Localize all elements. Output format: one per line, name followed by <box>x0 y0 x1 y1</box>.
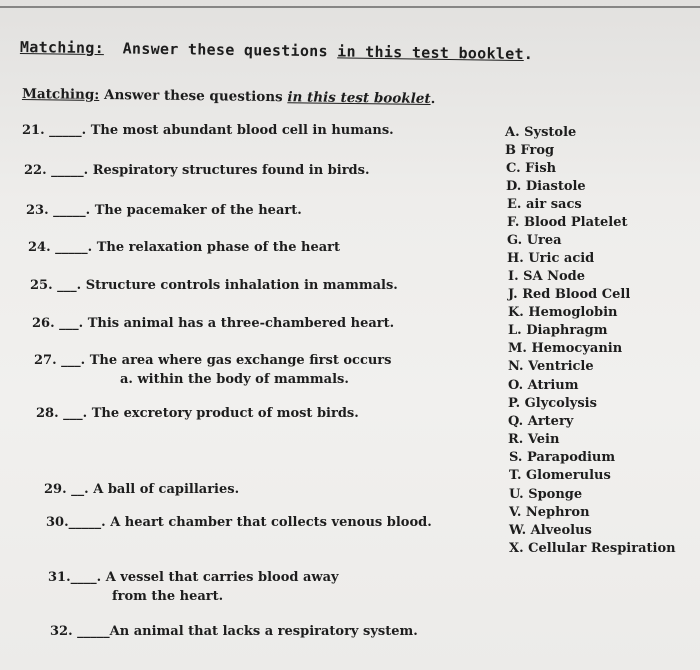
option-i: I. SA Node <box>508 269 586 284</box>
option-a: A. Systole <box>505 125 577 140</box>
answer-blank[interactable]: _____ <box>51 163 84 178</box>
question-number: 22. <box>24 163 47 178</box>
question-number: 26. <box>32 316 55 331</box>
option-j: J. Red Blood Cell <box>508 287 631 302</box>
question-text: The pacemaker of the heart. <box>94 203 302 218</box>
question-number: 25. <box>30 278 53 293</box>
matching-header-printed <box>22 86 436 107</box>
option-u: U. Sponge <box>509 487 583 502</box>
option-g: G. Urea <box>507 233 562 248</box>
answer-blank[interactable]: _____ <box>53 203 86 218</box>
question-number: 23. <box>26 203 49 218</box>
question-text: Structure controls inhalation in mammals. <box>85 278 398 293</box>
answer-blank[interactable]: ___ <box>59 316 79 331</box>
question-text: A ball of capillaries. <box>93 482 240 497</box>
question-text: A vessel that carries blood away <box>105 570 339 585</box>
question-26: 26. ___. This animal has a three-chambered heart. <box>32 316 395 331</box>
question-25: 25. ___. Structure controls inhalation in mammals. <box>30 278 398 293</box>
option-f: F. Blood Platelet <box>507 215 628 230</box>
option-v: V. Nephron <box>509 505 590 520</box>
question-number: 29. <box>44 482 67 497</box>
option-l: L. Diaphragm <box>508 323 608 338</box>
option-d: D. Diastole <box>506 179 586 194</box>
answer-blank[interactable]: ____ <box>70 570 97 585</box>
option-x: X. Cellular Respiration <box>509 541 676 556</box>
option-r: R. Vein <box>508 432 560 447</box>
question-number: 28. <box>36 406 59 421</box>
question-text-continued: from the heart. <box>112 589 224 604</box>
question-32 <box>50 624 418 639</box>
question-text: This animal has a three-chambered heart. <box>87 316 395 331</box>
question-22: 22. _____. Respiratory structures found in birds. <box>24 163 370 178</box>
header-printed-label: Matching: <box>21 86 100 103</box>
question-text: The relaxation phase of the heart <box>96 240 341 255</box>
option-m: M. Hemocyanin <box>508 341 623 356</box>
header-printed-text: Answer these questions <box>103 87 283 106</box>
option-w: W. Alveolus <box>509 523 592 538</box>
answer-blank[interactable]: _____ <box>68 515 102 530</box>
header-typed-end: . <box>523 45 534 64</box>
question-30: 30._____. A heart chamber that collects venous blood. <box>46 515 432 530</box>
question-31: 31.____. A vessel that carries blood away from the heart. <box>48 570 339 604</box>
option-o: O. Atrium <box>508 378 579 393</box>
option-n: N. Ventricle <box>508 359 594 374</box>
question-number: 24. <box>28 240 51 255</box>
question-text: Respiratory structures found in birds. <box>92 163 370 178</box>
question-text-continued: a. within the body of mammals. <box>120 372 349 387</box>
question-28: 28. ___. The excretory product of most birds. <box>36 406 359 421</box>
page-top-border <box>0 6 700 8</box>
question-text: The excretory product of most birds. <box>91 406 359 421</box>
answer-blank[interactable]: ___ <box>57 278 77 293</box>
answer-blank[interactable]: ___ <box>63 406 83 421</box>
question-number: 30. <box>46 515 69 530</box>
option-p: P. Glycolysis <box>508 396 597 411</box>
option-b: B Frog <box>505 143 555 158</box>
answer-blank[interactable]: ___ <box>61 353 81 368</box>
answer-blank[interactable]: _____ <box>77 624 110 639</box>
option-c: C. Fish <box>506 161 557 176</box>
header-typed-label: Matching: <box>19 38 105 58</box>
option-t: T. Glomerulus <box>509 468 611 483</box>
question-21: 21. _____. The most abundant blood cell in humans. <box>22 123 394 138</box>
question-29: 29. __. A ball of capillaries. <box>44 482 240 497</box>
question-27: 27. ___. The area where gas exchange first occurs a. within the body of mammals. <box>34 353 392 387</box>
question-text: An animal that lacks a respiratory system. <box>109 624 418 639</box>
question-number: 21. <box>22 123 45 138</box>
option-q: Q. Artery <box>508 414 574 429</box>
header-typed-underlined: in this test booklet <box>337 42 524 64</box>
question-text: A heart chamber that collects venous blood. <box>110 515 432 530</box>
answer-blank[interactable]: _____ <box>55 240 88 255</box>
question-24: 24. _____. The relaxation phase of the heart <box>28 240 341 255</box>
option-s: S. Parapodium <box>509 450 616 465</box>
question-23: 23. _____. The pacemaker of the heart. <box>26 203 302 218</box>
question-text: The most abundant blood cell in humans. <box>90 123 394 138</box>
answer-blank[interactable]: _____ <box>49 123 82 138</box>
matching-header-typed <box>20 38 533 63</box>
question-number: 27. <box>34 353 57 368</box>
answer-blank[interactable]: __ <box>71 482 85 497</box>
header-printed-end: . <box>430 90 436 108</box>
question-text: The area where gas exchange first occurs <box>89 353 392 368</box>
header-typed-text: Answer these questions <box>122 39 329 61</box>
header-printed-underlined: in this test booklet <box>287 89 431 107</box>
option-k: K. Hemoglobin <box>508 305 618 320</box>
option-e: E. air sacs <box>507 197 582 212</box>
question-number: 31. <box>48 570 71 585</box>
option-h: H. Uric acid <box>507 251 595 266</box>
question-number: 32. <box>50 624 73 639</box>
